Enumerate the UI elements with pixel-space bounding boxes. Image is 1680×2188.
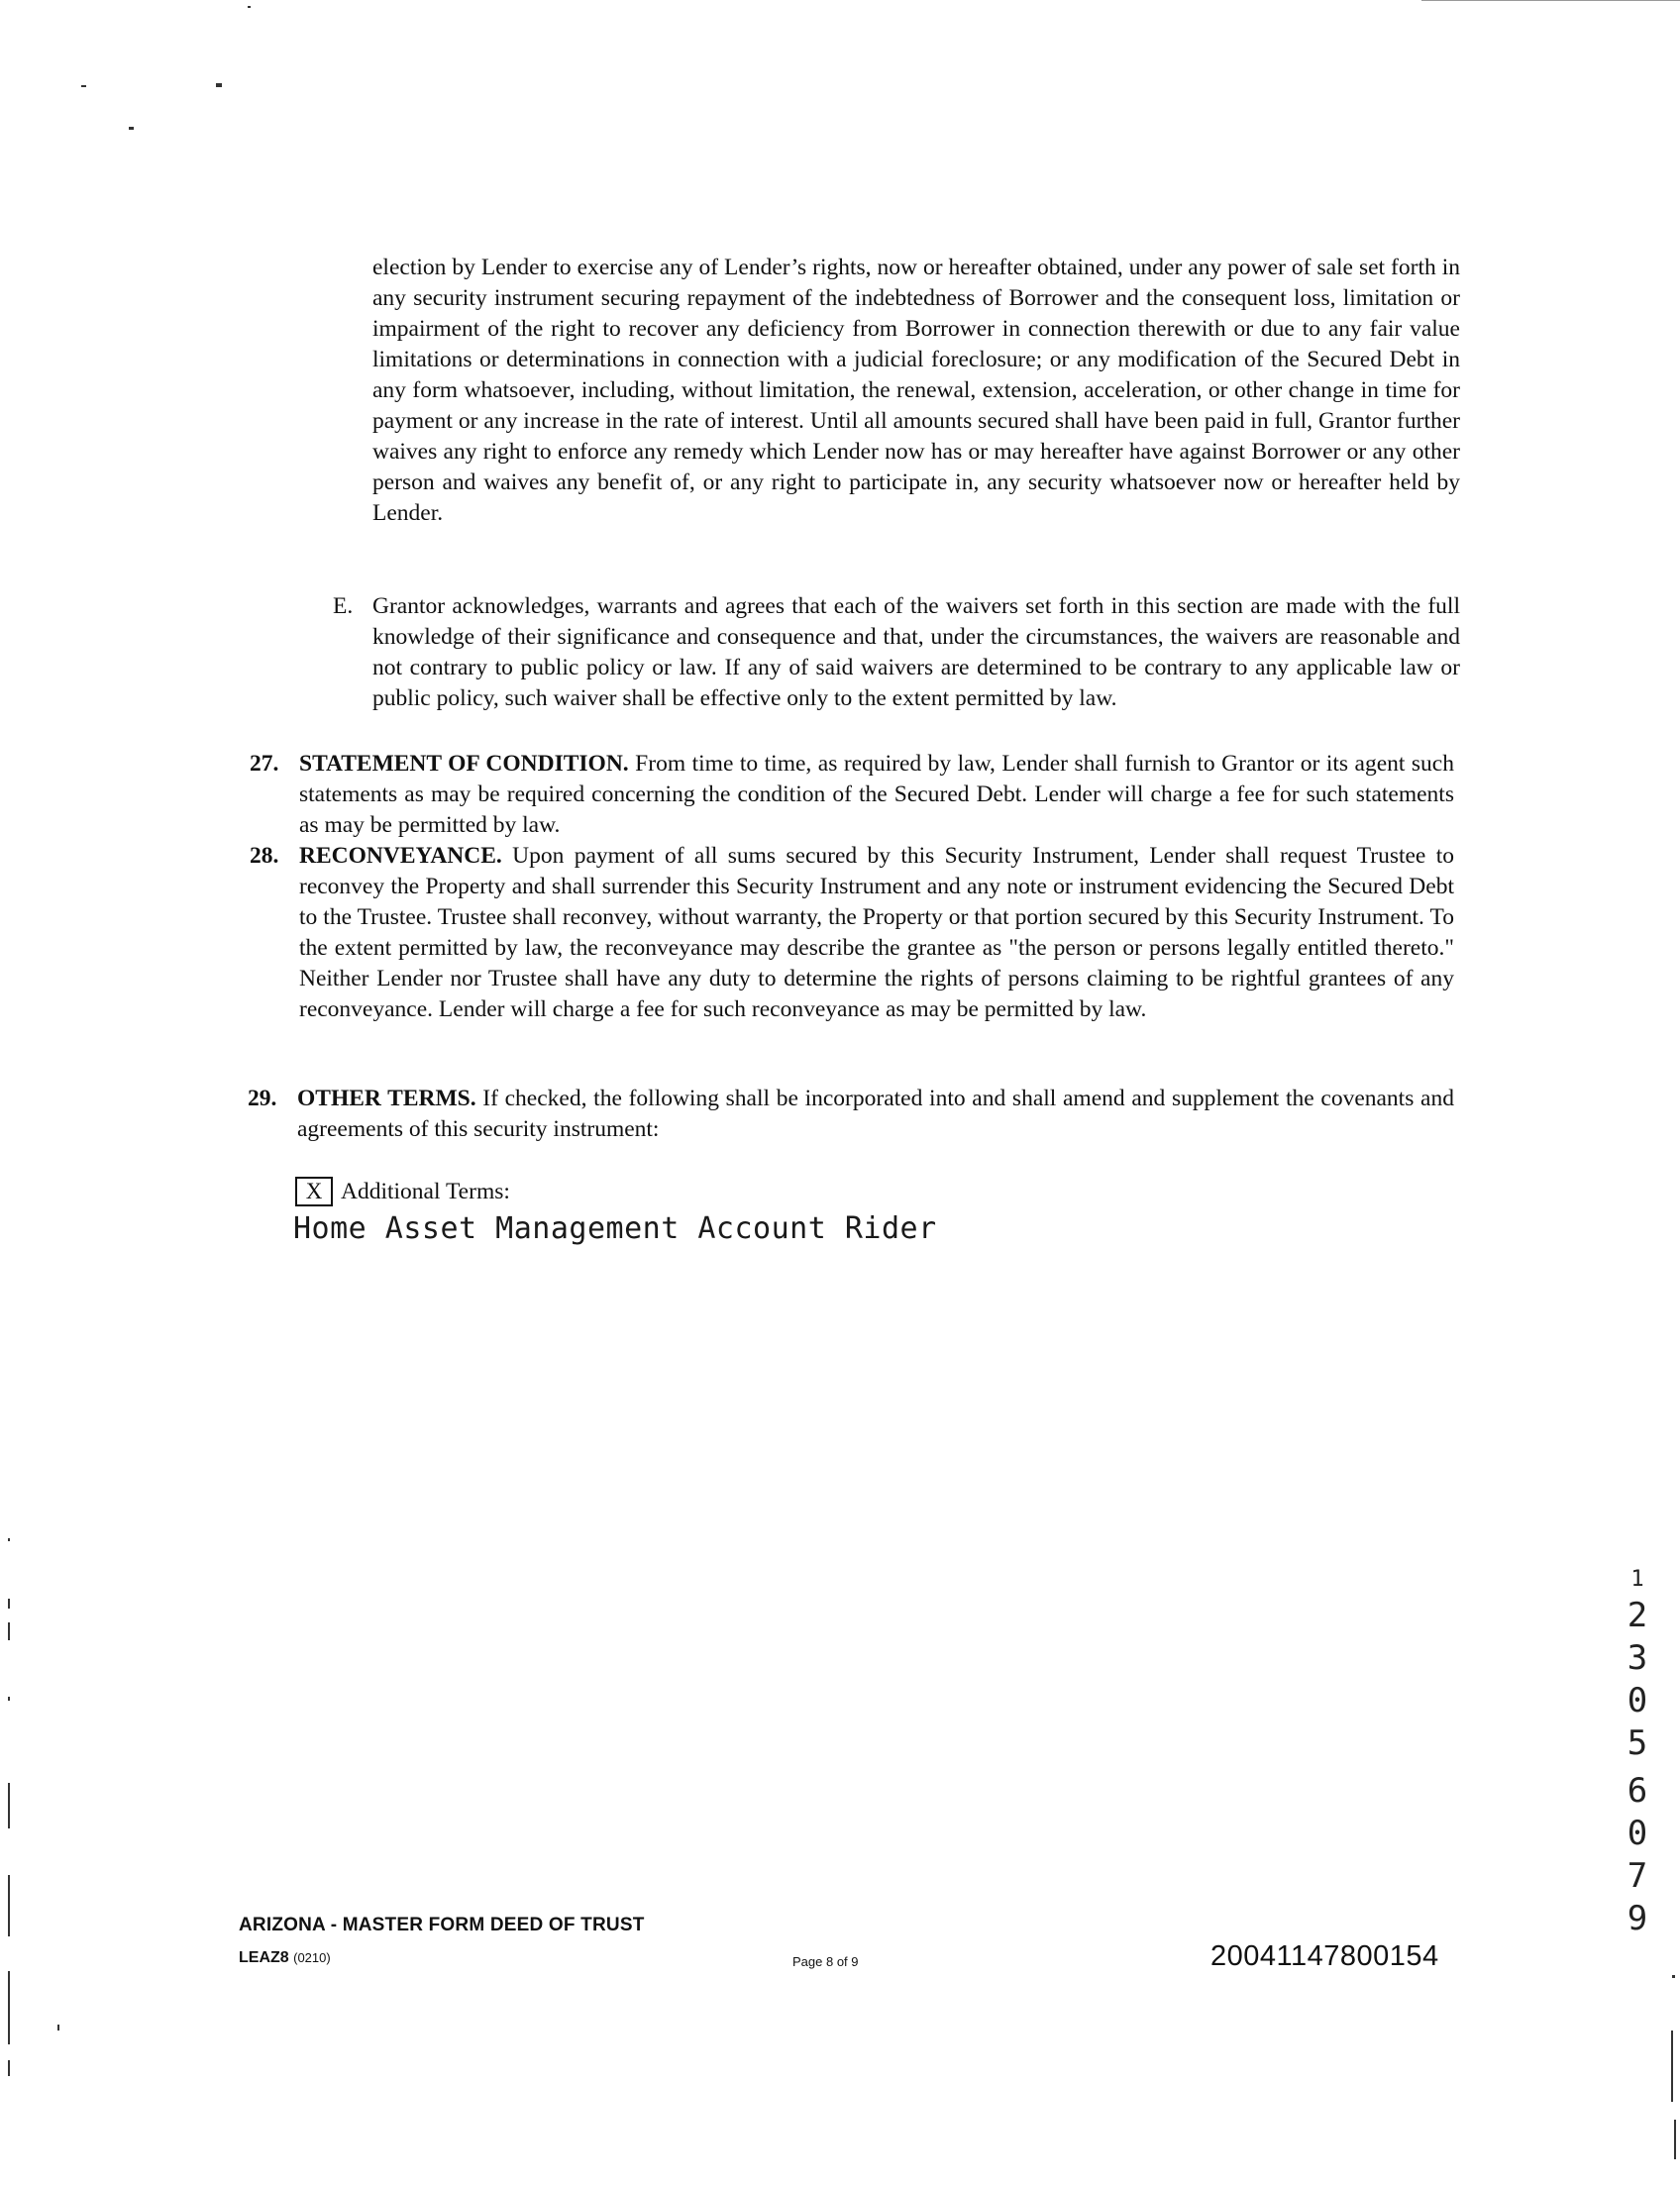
section-27-number: 27. <box>250 751 279 777</box>
form-title: ARIZONA - MASTER FORM DEED OF TRUST <box>239 1915 645 1935</box>
section-29-number: 29. <box>248 1086 277 1111</box>
form-code: LEAZ8 <box>239 1949 289 1966</box>
stamp-digit: 9 <box>1627 1899 1648 1938</box>
additional-terms-label: Additional Terms: <box>341 1179 510 1204</box>
section-27-title: STATEMENT OF CONDITION. <box>299 751 629 777</box>
stamp-digit: 0 <box>1627 1814 1648 1853</box>
section-27-paragraph <box>299 749 1454 841</box>
stamp-digit: 2 <box>1627 1596 1648 1635</box>
scan-speck <box>248 6 251 8</box>
section-28-text: Upon payment of all sums secured by this Security Instrument, Lender shall request Trustee to reconvey the Property and shall surrender this Security Instrument and any note or instrument evidencing the Secured Debt to the Trustee. Trustee shall reconvey, without warranty, the Property or that portion secured by this Security Instrument. To the extent permitted by law, the reconveyance may describe the grantee as "the person or persons legally entitled thereto." Neither Lender nor Trustee shall have any duty to determine the rights of persons claiming to be rightful grantees of any reconveyance. Lender will charge a fee for such reconveyance as may be permitted by law. <box>299 843 1454 1022</box>
scan-speck <box>8 1538 10 1541</box>
scan-speck <box>8 1971 10 2044</box>
scan-speck <box>1671 2031 1673 2102</box>
scan-speck <box>8 1599 10 1609</box>
side-stamp-group-1 <box>1621 1565 1654 1765</box>
side-stamp-group-2 <box>1621 1770 1654 1940</box>
scan-speck <box>57 2025 59 2031</box>
section-29-paragraph <box>297 1084 1454 1145</box>
scan-speck <box>129 127 134 130</box>
form-version: (0210) <box>293 1950 331 1965</box>
scan-speck <box>1674 2120 1676 2159</box>
scan-speck <box>8 1875 10 1936</box>
waiver-continuation-paragraph: election by Lender to exercise any of Lender’s rights, now or hereafter obtained, under any power of sale set forth in any security instrument securing repayment of the indebtedness of Borrower and the consequent loss, limitation or impairment of the right to recover any deficiency from Borrower in connection therewith or due to any fair value limitations or determinations in connection with a judicial foreclosure; or any modification of the Secured Debt in any form whatsoever, including, without limitation, the renewal, extension, acceleration, or other change in time for payment or any increase in the rate of interest. Until all amounts secured shall have been paid in full, Grantor further waives any right to enforce any remedy which Lender now has or may hereafter have against Borrower or any other person and waives any benefit of, or any right to participate in, any security whatsoever now or hereafter held by Lender. <box>372 255 1460 526</box>
additional-terms-value: Home Asset Management Account Rider <box>293 1211 937 1246</box>
stamp-digit: 5 <box>1627 1723 1648 1763</box>
additional-terms-checkbox[interactable]: X <box>295 1177 333 1206</box>
scan-speck <box>8 1697 10 1701</box>
section-28-paragraph <box>299 841 1454 1025</box>
stamp-digit: 6 <box>1627 1771 1648 1811</box>
scan-edge-line <box>1421 0 1680 1</box>
item-e-paragraph: Grantor acknowledges, warrants and agrees that each of the waivers set forth in this section are made with the full knowledge of their significance and consequence and that, under the circumstances, the waivers are reasonable and not contrary to public policy or law. If any of said waivers are determined to be contrary to any applicable law or public policy, such waiver shall be effective only to the extent permitted by law. <box>372 593 1460 711</box>
form-code-line <box>239 1949 331 1967</box>
section-29-title: OTHER TERMS. <box>297 1086 476 1111</box>
item-e-label: E. <box>333 593 354 619</box>
scan-speck <box>8 1622 10 1640</box>
scan-speck <box>1672 1975 1675 1978</box>
section-28-title: RECONVEYANCE. <box>299 843 502 869</box>
section-29-text: If checked, the following shall be incorporated into and shall amend and supplement the covenants and agreements of this security instrument: <box>297 1086 1454 1142</box>
stamp-digit: 7 <box>1627 1856 1648 1896</box>
stamp-digit: 1 <box>1630 1567 1644 1592</box>
section-27-text: From time to time, as required by law, Lender shall furnish to Grantor or its agent such statements as may be required concerning the condition of the Secured Debt. Lender will charge a fee for such statements as may be permitted by law. <box>299 751 1454 838</box>
page-number: Page 8 of 9 <box>792 1954 859 1969</box>
stamp-digit: 3 <box>1627 1638 1648 1678</box>
additional-terms-line <box>295 1177 510 1206</box>
scan-speck <box>81 85 86 87</box>
scan-speck <box>216 83 222 87</box>
scan-speck <box>8 1783 10 1828</box>
stamp-digit: 0 <box>1627 1681 1648 1720</box>
section-28-number: 28. <box>250 843 279 869</box>
recording-number: 20041147800154 <box>1210 1940 1439 1972</box>
scan-speck <box>8 2060 10 2076</box>
